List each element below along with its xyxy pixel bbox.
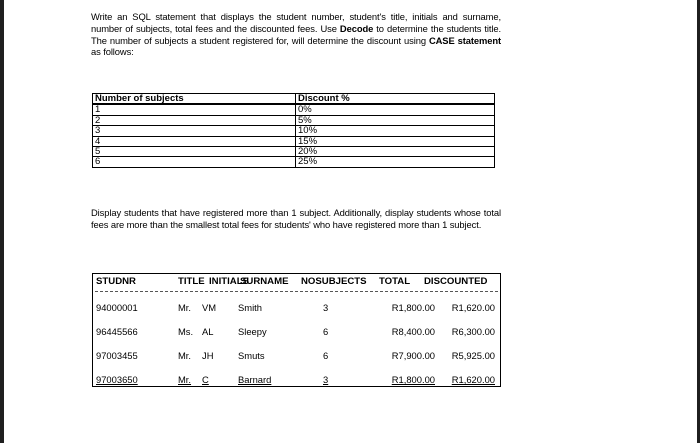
discount-table-header <box>93 94 495 105</box>
discount-row <box>93 136 495 146</box>
question-text: to determine the students title. The number of subjects a student registered for, will determine the discount using <box>91 22 501 46</box>
discounted-cell: R5,925.00 <box>451 350 495 361</box>
surname-cell: Smuts <box>238 350 265 361</box>
title-cell: Ms. <box>178 326 194 337</box>
result-table-header <box>93 274 500 289</box>
header-total: TOTAL <box>379 276 411 287</box>
initials-cell: JH <box>202 350 214 361</box>
question-paragraph-1 <box>91 11 501 58</box>
initials-cell: AL <box>202 326 214 337</box>
header-discount: Discount % <box>296 94 495 105</box>
result-row <box>93 372 500 386</box>
left-window-edge <box>0 0 4 443</box>
question-text: Write an SQL statement that displays the student number, student's title, initials and surname, number of subjects, total fees and the discounted fees. Use <box>91 11 501 34</box>
initials-cell: VM <box>202 302 217 313</box>
title-cell: Mr. <box>178 302 192 313</box>
question-text: as follows: <box>91 46 134 58</box>
case-keyword: CASE statement <box>428 34 501 46</box>
surname-cell: Sleepy <box>238 326 267 337</box>
discounted-cell: R1,620.00 <box>451 302 495 313</box>
discount-cell: 5% <box>296 115 495 125</box>
title-cell: Mr. <box>178 374 192 385</box>
studnr-cell: 94000001 <box>96 302 138 313</box>
decode-keyword: Decode <box>339 22 374 34</box>
subjects-cell: 1 <box>93 104 296 115</box>
discounted-cell: R6,300.00 <box>451 326 495 337</box>
studnr-cell: 96445566 <box>96 326 138 337</box>
surname-cell: Barnard <box>238 374 272 385</box>
subjects-cell: 2 <box>93 115 296 125</box>
subjects-cell: 3 <box>93 126 296 136</box>
discount-cell: 0% <box>296 104 495 115</box>
studnr-cell: 97003455 <box>96 350 138 361</box>
result-row <box>93 300 500 314</box>
subjects-cell: 4 <box>93 136 296 146</box>
header-number-of-subjects: Number of subjects <box>93 94 296 105</box>
studnr-cell: 97003650 <box>96 374 138 385</box>
header-surname: SURNAME <box>240 276 289 287</box>
discount-cell: 10% <box>296 126 495 136</box>
result-table <box>92 273 501 387</box>
discount-row <box>93 157 495 167</box>
nosubjects-cell: 3 <box>323 302 329 313</box>
discount-row <box>93 104 495 115</box>
total-cell: R8,400.00 <box>391 326 435 337</box>
discount-row <box>93 126 495 136</box>
header-discounted: DISCOUNTED <box>424 276 488 287</box>
total-cell: R1,800.00 <box>391 374 435 385</box>
discount-cell: 25% <box>296 157 495 167</box>
result-row <box>93 348 500 362</box>
header-title: TITLE <box>178 276 205 287</box>
discounted-cell: R1,620.00 <box>451 374 495 385</box>
header-initials: INITIALS <box>209 276 249 287</box>
header-nosubjects: NOSUBJECTS <box>301 276 367 287</box>
result-row <box>93 324 500 338</box>
subjects-cell: 5 <box>93 147 296 157</box>
question-paragraph-2: Display students that have registered more than 1 subject. Additionally, display students whose total fees are more than the smallest total fees for students' who have registered more than 1 subject. <box>91 207 501 230</box>
initials-cell: C <box>202 374 209 385</box>
discount-table <box>92 93 495 168</box>
discount-row <box>93 115 495 125</box>
header-studnr: STUDNR <box>96 276 136 287</box>
nosubjects-cell: 3 <box>323 374 329 385</box>
title-cell: Mr. <box>178 350 192 361</box>
subjects-cell: 6 <box>93 157 296 167</box>
nosubjects-cell: 6 <box>323 350 329 361</box>
total-cell: R7,900.00 <box>391 350 435 361</box>
discount-cell: 20% <box>296 147 495 157</box>
surname-cell: Smith <box>238 302 262 313</box>
total-cell: R1,800.00 <box>391 302 435 313</box>
discount-row <box>93 147 495 157</box>
discount-cell: 15% <box>296 136 495 146</box>
nosubjects-cell: 6 <box>323 326 329 337</box>
header-separator <box>95 291 498 292</box>
